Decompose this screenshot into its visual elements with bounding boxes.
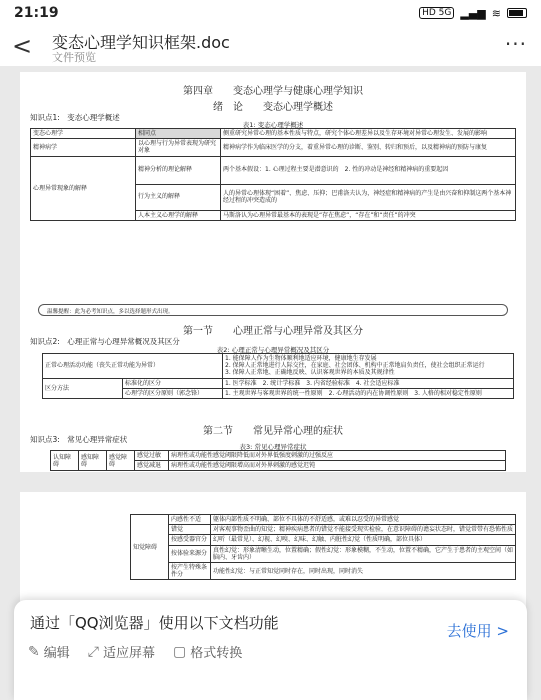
- file-subtitle: 文件预览: [52, 51, 96, 64]
- table2: [42, 353, 514, 399]
- table-row: 行为主义的解释 人的异常心理体现“困着”、焦虑、压抑；巴甫洛夫认为，神经症和精神病的产生是由兴奋和抑制这两个基本神经过程的冲突造成的: [31, 184, 516, 210]
- more-button[interactable]: ···: [504, 32, 527, 56]
- edit-option[interactable]: ✎ 编辑: [28, 643, 70, 661]
- table-row: 精神病学 以心理与行为异常表现为研究对象 精神病学作为临床医学的分支，着重异常心理的诊断、鉴别、转归和预后，以及精神病的预防与康复: [31, 139, 516, 156]
- status-time: 21:19: [14, 5, 59, 21]
- knowledge-point-2: 知识点2: 心理正常与心理异常概况及其区分: [30, 337, 180, 346]
- table-row: 心理学的区分原则（郭念锋） 1. 主观世界与客观世界的统一性原则 2. 心理活动的内在协调性原则 3. 人格的相对稳定性原则: [43, 388, 514, 398]
- table-row: 按感受器官分 幻听（最常见）、幻视、幻嗅、幻味、幻触、内脏性幻觉（性质明确，部位具体）: [131, 535, 516, 545]
- table-row: 认知障碍 感知障碍 感觉障碍 感觉过敏 病理性或功能性感觉阈限降低而对外界低强度刺激的过强反应: [51, 451, 506, 461]
- battery-icon: [507, 8, 527, 18]
- table-row: 区分方法 标准化的区分 1. 医学标准 2. 统计学标准 3. 内省经验标准 4. 社会适应标准: [43, 378, 514, 388]
- knowledge-point-1: 知识点1: 变态心理学概述: [30, 113, 120, 122]
- table1-caption: 表1: 变态心理学概述: [242, 121, 304, 129]
- fit-screen-option[interactable]: ⤢ 适应屏幕: [87, 643, 155, 661]
- edit-icon: ✎: [28, 643, 40, 660]
- table-row: 正常心理活动功能（丧失正常功能为异常） 1. 能保障人作为生物体顺利地适应环境，健康地生存发展 2. 保障人正常地进行人际交往，在家庭、社会团体、机构中正常地肩负责任，使社会组织正常运行 3. 保障人正常地、正确地反映、认识客观世界的本质及其规律性: [43, 354, 514, 379]
- signal-icon: ▂▄▆: [460, 6, 486, 20]
- table-row: 知觉障碍 内感性不适 躯体内部性质不明确、部位不具体的不舒适感，或难以忍受的异常感觉: [131, 515, 516, 525]
- document-page-1[interactable]: [20, 72, 526, 472]
- use-button[interactable]: 去使用 >: [446, 622, 509, 640]
- status-bar: [0, 0, 541, 26]
- table2-caption: 表2: 心理正常与心理异常概况及其区分: [216, 346, 330, 354]
- table-row: 变态心理学 相同点 侧重研究异常心理的基本性质与特点，研究个体心理差异以及生存环境对异常心理发生、发展的影响: [31, 129, 516, 139]
- table-row: 错觉 对客观事物歪曲的知觉；精神疾病患者的错觉不能接受现实检验，在意识障碍的谵妄状态时，错觉常带有恐怖性质: [131, 525, 516, 535]
- table1: [30, 128, 516, 221]
- fit-screen-icon: ⤢: [87, 643, 99, 660]
- table-row: 感觉减退 病理性或功能性感觉阈限增高而对外界刺激的感觉迟钝: [51, 461, 506, 471]
- table-row: 按体验来源分 真性幻觉：形象清晰生动，位置精确；假性幻觉：形象模糊，不生动，位置不精确，它产生于患者的主观空间（如脑内、牙齿内）: [131, 545, 516, 562]
- section2-heading: 第二节 常见异常心理的症状: [203, 426, 343, 437]
- wifi-icon: ≋: [491, 6, 501, 20]
- table4: [130, 514, 516, 580]
- banner-text: 通过「QQ浏览器」使用以下文档功能: [30, 614, 279, 632]
- table3: [50, 450, 506, 471]
- section1-heading: 第一节 心理正常与心理异常及其区分: [183, 326, 363, 337]
- knowledge-point-3: 知识点3: 常见心理异常症状: [30, 435, 128, 444]
- back-button[interactable]: <: [12, 32, 33, 60]
- app-header: [0, 26, 541, 66]
- format-icon: ▢: [172, 643, 187, 660]
- table3-caption: 表3: 常见心理异常症状: [239, 443, 307, 451]
- intro-heading: 绪 论 变态心理学概述: [213, 102, 333, 113]
- chapter-title: 第四章 变态心理学与健康心理学知识: [183, 86, 363, 97]
- table-row: 心理异常现象的解释 精神分析的理论解释 两个基本假设：1. 心理过程主要是潜意识的 2. 性的冲动是神经和精神病的重要起因: [31, 156, 516, 184]
- table-row: 人本主义心理学的解释 马斯洛认为心理异常最基本的表现是“存在焦虑”，“存在”和“责任”的冲突: [31, 210, 516, 220]
- qq-browser-banner: [14, 600, 527, 700]
- table-row: 按产生特殊条件分 功能性幻觉：与正常知觉同时存在，同时出现，同时消失: [131, 562, 516, 579]
- format-convert-option[interactable]: ▢ 格式转换: [172, 643, 243, 661]
- reminder-note: 温馨提醒：此为必考知识点，多以选择题形式出现。: [38, 304, 508, 316]
- hd-indicator: HD 5G: [419, 7, 454, 19]
- file-title: 变态心理学知识框架.doc: [52, 33, 230, 52]
